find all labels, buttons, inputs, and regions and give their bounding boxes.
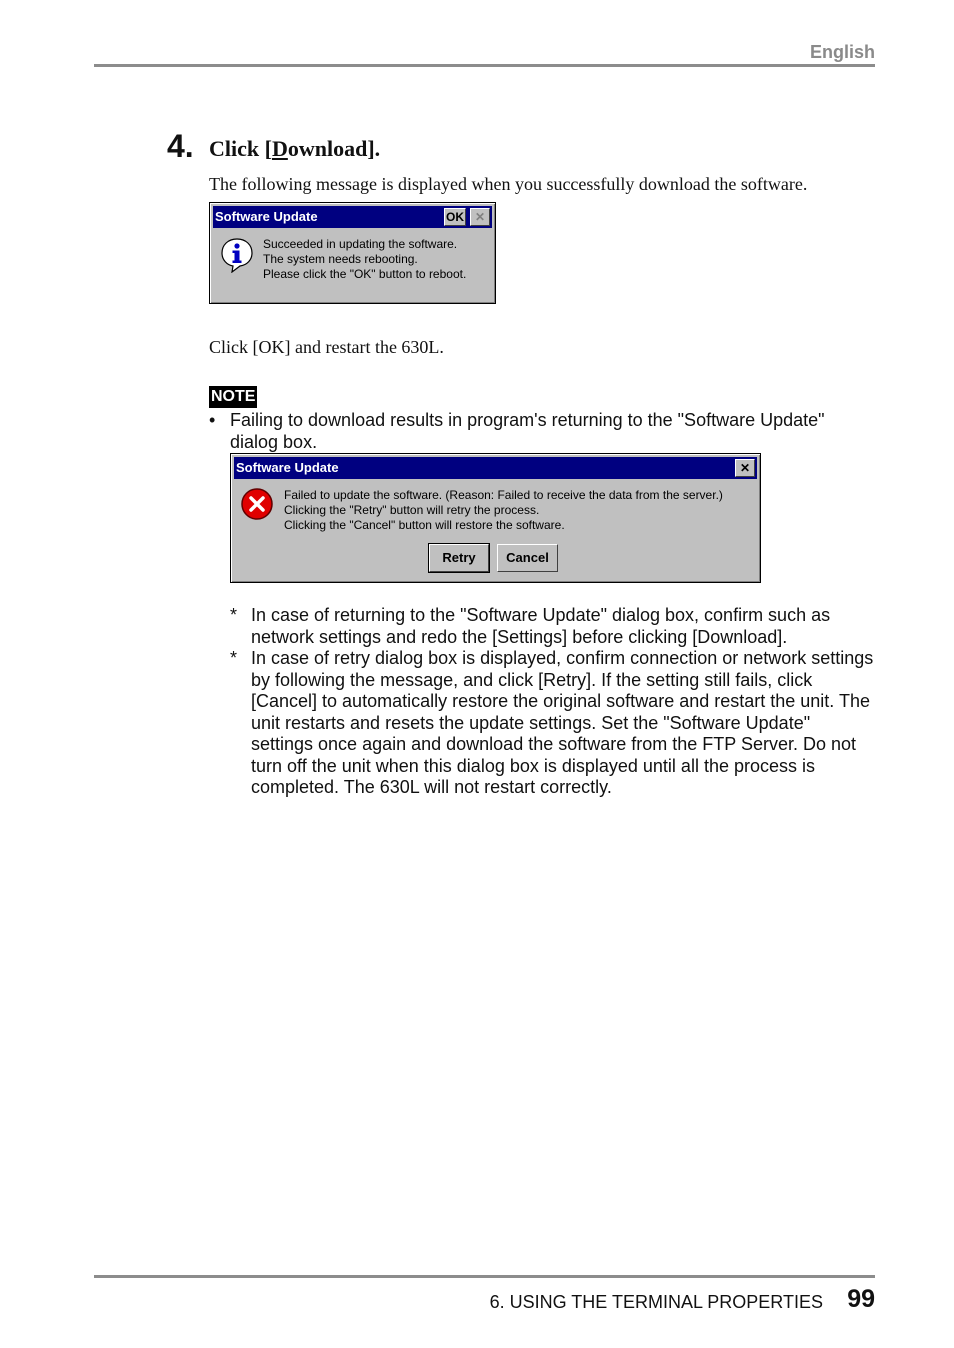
info-icon [220, 237, 254, 273]
error-icon [240, 487, 274, 521]
step-followup: Click [OK] and restart the 630L. [209, 337, 444, 357]
failed-dialog-title: Software Update [236, 460, 339, 475]
close-icon[interactable]: ✕ [735, 459, 755, 477]
note-bullet-text: Failing to download results in program's returning to the "Software Update" dialog box. [230, 410, 825, 452]
asterisk-marker: * [230, 605, 238, 625]
failed-dialog-titlebar [234, 457, 757, 479]
success-dialog [209, 202, 496, 304]
note-bullet-marker: • [209, 410, 216, 430]
step-title-rest: ownload]. [287, 136, 381, 161]
asterisk-note-2: In case of retry dialog box is displayed, confirm connection or network settings by following the message, and click [Retry]. If the setting still fails, click [Cancel] to automatically restore the original software and restart the unit. The unit restarts and resets the update settings. Set the "Software Update" settings once again and download the software from the FTP Server. Do not turn off the unit when this dialog box is displayed until all the process is completed. The 630L will not restart correctly. [251, 648, 874, 797]
footer-rule [94, 1275, 875, 1278]
close-icon[interactable]: ✕ [470, 208, 490, 226]
note-badge: NOTE [209, 386, 257, 408]
failed-dialog-message: Failed to update the software. (Reason: Failed to receive the data from the server.) Clicking the "Retry" button will retry the process. Clicking the "Cancel" button will restore the software. [284, 488, 723, 532]
header-language: English [809, 42, 875, 62]
step-title-prefix: Click [ [209, 136, 272, 161]
ok-title-button[interactable]: OK [446, 210, 464, 224]
step-title-underlined: D [271, 136, 288, 161]
footer-section: 6. USING THE TERMINAL PROPERTIES [489, 1292, 823, 1312]
retry-button[interactable]: Retry [429, 544, 489, 572]
step-description: The following message is displayed when you successfully download the software. [209, 174, 808, 194]
failed-dialog [230, 453, 761, 583]
asterisk-note-1: In case of returning to the "Software Update" dialog box, confirm such as network settings and redo the [Settings] before clicking [Download]. [251, 605, 831, 647]
cancel-button[interactable]: Cancel [497, 544, 558, 572]
success-dialog-message: Succeeded in updating the software. The system needs rebooting. Please click the "OK" button to reboot. [263, 237, 467, 281]
step-title [209, 136, 380, 162]
asterisk-marker: * [230, 648, 238, 668]
step-number: 4. [167, 128, 194, 164]
success-dialog-titlebar [213, 206, 492, 228]
header-rule [94, 64, 875, 67]
page-number: 99 [847, 1285, 875, 1313]
success-dialog-title: Software Update [215, 209, 318, 224]
